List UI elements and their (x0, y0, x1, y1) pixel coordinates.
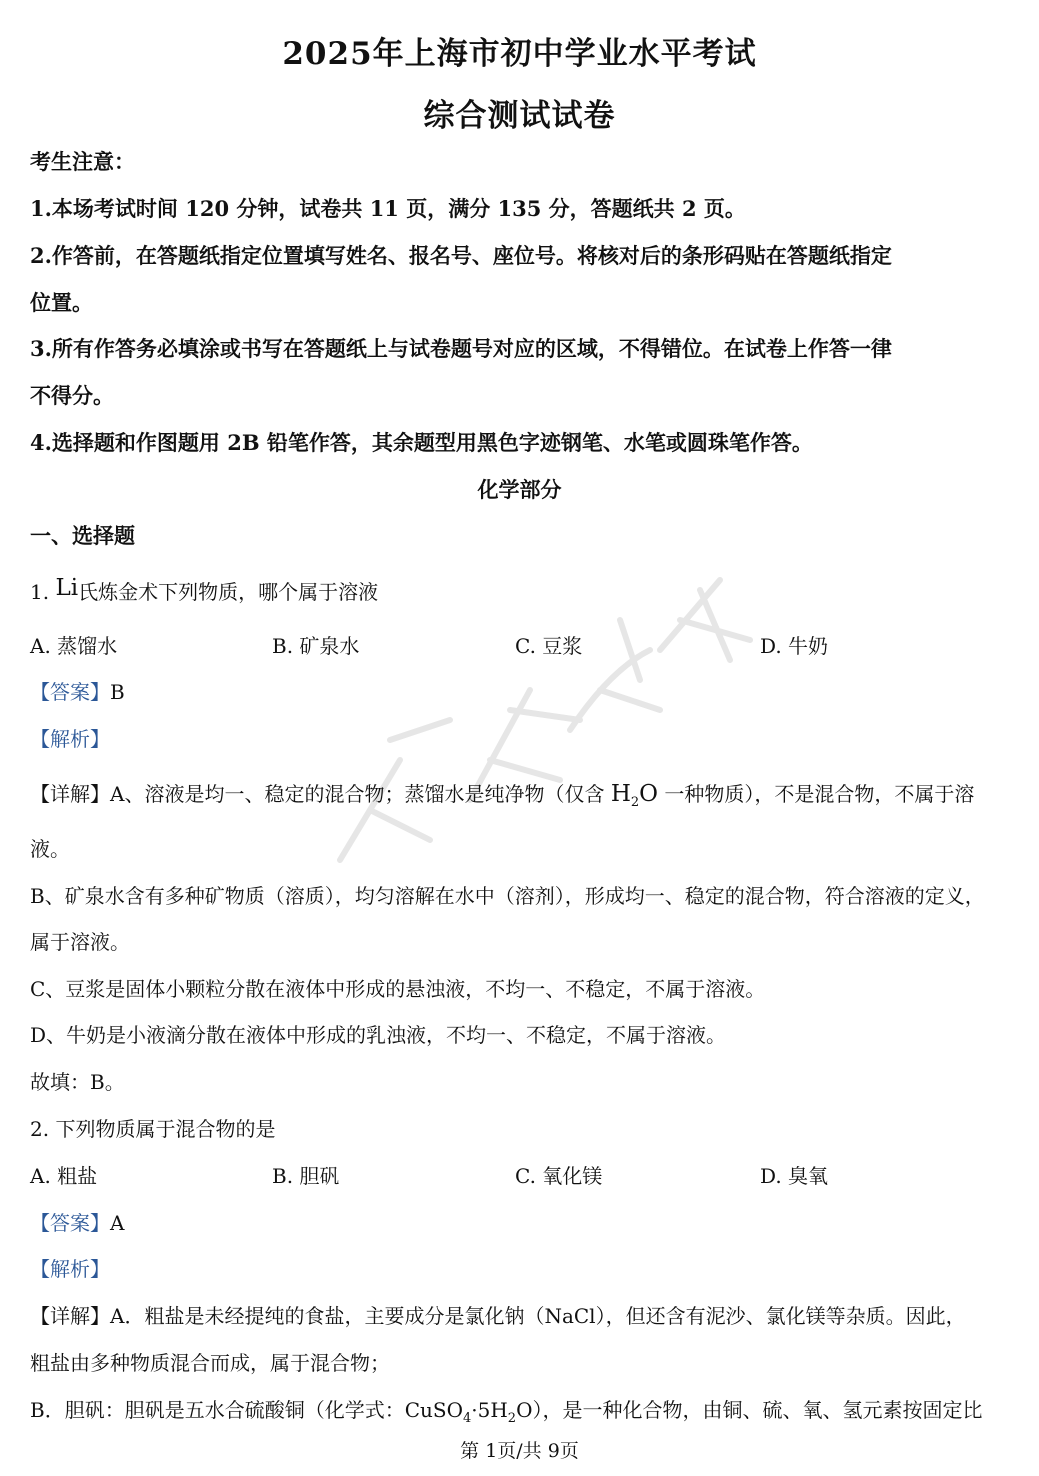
q2-detail-a-text: A．粗盐是未经提纯的食盐，主要成分是氯化钠（NaCl），但还含有泥沙、氯化镁等杂质。因此， (110, 1304, 966, 1328)
q2-detail-a-line1 (30, 1302, 1015, 1330)
notice-item-4: 4.选择题和作图题用 2B 铅笔作答，其余题型用黑色字迹钢笔、水笔或圆珠笔作答。 (30, 430, 813, 455)
q2-detail-b-mid: ·5H (471, 1398, 508, 1422)
q2-stem-text: 下列物质属于混合物的是 (55, 1117, 276, 1141)
q1-answer-label: 【答案】 (30, 680, 110, 704)
q1-detail-a (30, 780, 1015, 817)
part-title: 化学部分 (477, 477, 562, 502)
q1-answer-value: B (110, 680, 125, 704)
q2-stem (30, 1115, 1015, 1143)
q2-option-d: D. 臭氧 (760, 1164, 829, 1188)
q1-stem-text: 氏炼金术下列物质，哪个属于溶液 (78, 580, 379, 604)
q1-detail-a-post: 一种物质），不是混合物，不属于溶 (664, 782, 975, 806)
q1-option-b: B. 矿泉水 (272, 634, 360, 658)
q1-stem-prefix: Li (55, 575, 79, 601)
q2-detail-a-line2: 粗盐由多种物质混合而成，属于混合物； (30, 1351, 390, 1375)
q1-answer (30, 678, 1015, 706)
q1-formula-o: O (639, 781, 659, 807)
q2-detail-b (30, 1396, 1015, 1433)
q1-detail-d: D、牛奶是小液滴分散在液体中形成的乳浊液，不均一、不稳定，不属于溶液。 (30, 1023, 727, 1047)
notice-heading: 考生注意： (30, 149, 135, 174)
q2-answer-label: 【答案】 (30, 1211, 110, 1235)
q2-analysis-label: 【解析】 (30, 1257, 110, 1281)
exam-subtitle: 综合测试试卷 (423, 98, 616, 134)
q2-detail-b-sub2: 2 (507, 1411, 517, 1426)
notice-item-1: 1.本场考试时间 120 分钟，试卷共 11 页，满分 135 分，答题纸共 2 页。 (30, 196, 746, 221)
q2-option-c: C. 氧化镁 (515, 1164, 603, 1188)
q1-conclusion: 故填：B。 (30, 1070, 125, 1094)
q1-detail-label: 【详解】 (30, 782, 110, 806)
q2-detail-b-post: O），是一种化合物，由铜、硫、氧、氢元素按固定比 (516, 1398, 983, 1422)
q1-formula-h: H (610, 781, 631, 807)
q1-detail-b-line2: 属于溶液。 (30, 930, 130, 954)
exam-title: 2025年上海市初中学业水平考试 (282, 36, 757, 72)
q1-option-a: A. 蒸馏水 (30, 634, 118, 658)
q1-option-d: D. 牛奶 (760, 634, 829, 658)
q1-option-c: C. 豆浆 (515, 634, 583, 658)
q1-formula-sub: 2 (630, 795, 640, 810)
q1-detail-a-line2: 液。 (30, 837, 70, 861)
q2-detail-label: 【详解】 (30, 1304, 110, 1328)
q1-detail-b-line1: B、矿泉水含有多种矿物质（溶质），均匀溶解在水中（溶剂），形成均一、稳定的混合物，符合溶液的定义， (30, 884, 985, 908)
q1-detail-c: C、豆浆是固体小颗粒分散在液体中形成的悬浊液，不均一、不稳定，不属于溶液。 (30, 977, 766, 1001)
notice-item-3-line2: 不得分。 (30, 383, 114, 408)
q2-answer-value: A (110, 1211, 125, 1235)
q1-detail-a-pre: A、溶液是均一、稳定的混合物；蒸馏水是纯净物（仅含 (110, 782, 605, 806)
q2-detail-b-pre: B．胆矾：胆矾是五水合硫酸铜（化学式：CuSO (30, 1398, 463, 1422)
q2-detail-b-sub1: 4 (462, 1411, 472, 1426)
q2-number: 2. (30, 1117, 50, 1141)
q2-option-a: A. 粗盐 (30, 1164, 98, 1188)
notice-item-2-line1: 2.作答前，在答题纸指定位置填写姓名、报名号、座位号。将核对后的条形码贴在答题纸指定 (30, 243, 892, 268)
q2-option-b: B. 胆矾 (272, 1164, 340, 1188)
notice-item-2-line2: 位置。 (30, 290, 93, 315)
q2-answer (30, 1209, 1015, 1237)
section-heading: 一、选择题 (30, 523, 135, 548)
q1-analysis-label: 【解析】 (30, 727, 110, 751)
notice-item-3-line1: 3.所有作答务必填涂或书写在答题纸上与试卷题号对应的区域，不得错位。在试卷上作答一律 (30, 336, 892, 361)
q1-stem (30, 575, 1015, 606)
q1-number: 1. (30, 580, 50, 604)
page-footer: 第 1页/共 9页 (460, 1440, 579, 1462)
